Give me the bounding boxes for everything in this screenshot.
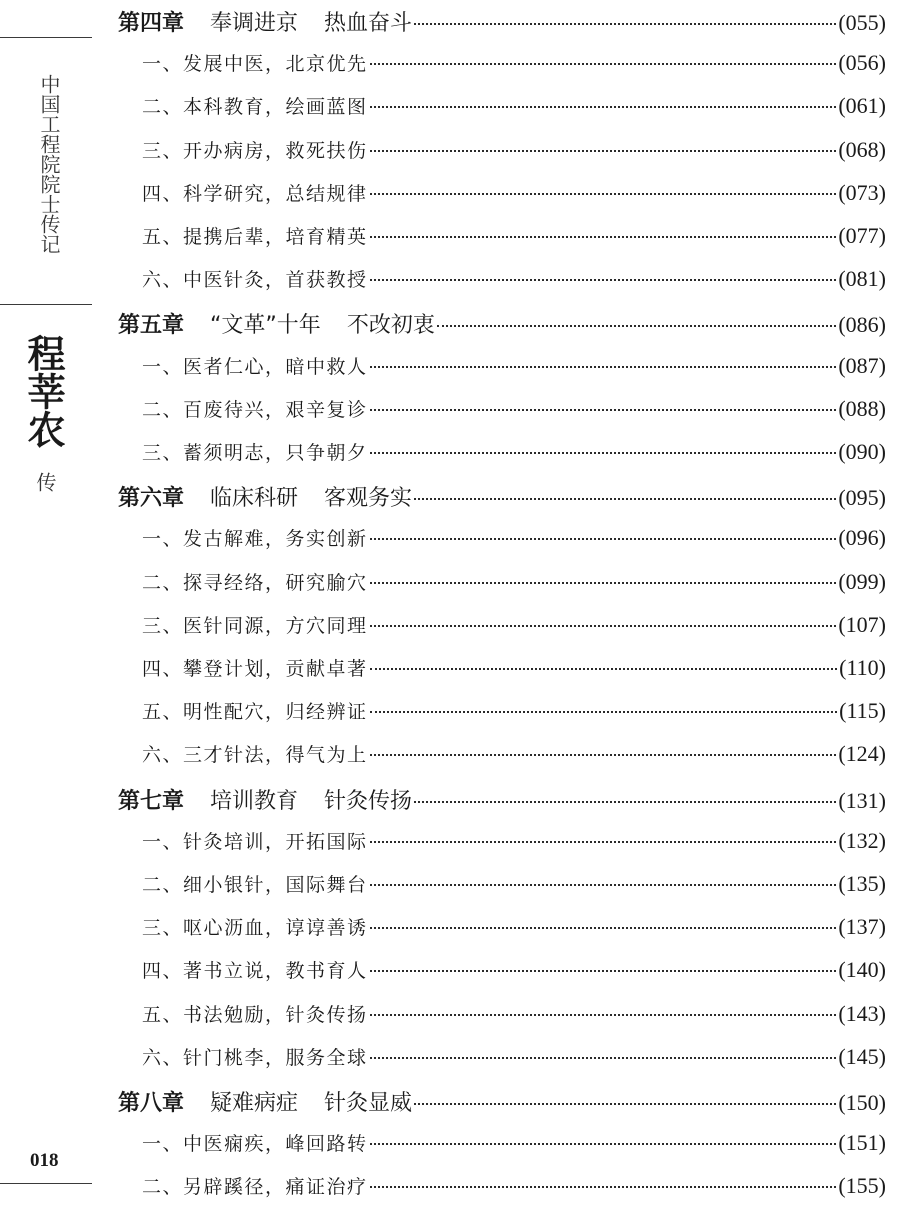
page-ref: (155): [838, 1173, 886, 1199]
chapter-title-part-a: 培训教育: [210, 788, 299, 814]
chapter-number: 第六章: [118, 486, 185, 512]
section-title: 五、明性配穴，归经辨证: [142, 701, 368, 724]
section-title: 二、百废待兴，艰辛复诊: [142, 398, 368, 421]
dot-leader: [370, 970, 837, 972]
chapter-title-part-a: 疑难病症: [210, 1091, 299, 1116]
section-title: 四、科学研究，总结规律: [142, 182, 368, 205]
toc-chapter-row: [118, 1086, 886, 1117]
middle-rule: [0, 304, 92, 305]
section-title: 一、中医痫疾，峰回路转: [142, 1133, 368, 1156]
chapter-number: 第七章: [118, 788, 185, 814]
page-ref: (150): [838, 1090, 886, 1115]
toc-chapter-row: [118, 6, 886, 37]
page-ref: (115): [839, 698, 886, 724]
toc-section-row: [118, 92, 886, 119]
section-title: 六、三才针法，得气为上: [142, 744, 368, 767]
section-title: 三、呕心沥血，谆谆善诱: [142, 917, 368, 940]
chapter-title-part-a: 奉调进京: [210, 11, 299, 36]
section-title: 一、发古解难，务实创新: [142, 528, 368, 551]
table-of-contents: [118, 0, 886, 1213]
toc-chapter-row: [118, 784, 886, 815]
page-ref: (124): [838, 741, 886, 767]
dot-leader: [414, 23, 836, 25]
toc-section-row: [118, 265, 886, 292]
section-title: 二、探寻经络，研究腧穴: [142, 571, 368, 594]
bottom-rule: [0, 1183, 92, 1184]
page-ref: (140): [838, 957, 886, 983]
page-ref: (145): [838, 1043, 886, 1069]
chapter-title-part-a: 临床科研: [210, 486, 299, 512]
page-number: 018: [30, 1150, 59, 1171]
chapter-number: 第五章: [118, 313, 185, 339]
chapter-title: [118, 481, 412, 512]
side-margin: [0, 0, 96, 1213]
section-title: 五、提携后辈，培育精英: [142, 226, 368, 248]
toc-section-row: [118, 870, 886, 897]
dot-leader: [370, 236, 837, 238]
section-title: 一、发展中医，北京优先: [142, 53, 368, 76]
page-ref: (077): [838, 223, 886, 248]
page-ref: (090): [838, 439, 886, 464]
toc-section-row: [118, 611, 886, 638]
toc-section-row: [118, 1043, 886, 1070]
dot-leader: [370, 1014, 837, 1016]
page-ref: (107): [838, 611, 886, 637]
page-ref: (081): [838, 266, 886, 292]
toc-section-row: [118, 827, 886, 854]
dot-leader: [370, 582, 837, 584]
dot-leader: [414, 1103, 836, 1105]
section-title: 四、攀登计划，贡献卓著: [142, 658, 368, 680]
toc-section-row: [118, 740, 886, 767]
section-title: 三、医针同源，方穴同理: [142, 614, 368, 637]
page-ref: (135): [838, 871, 886, 896]
page-ref: (061): [838, 93, 886, 119]
page-ref: (073): [838, 179, 886, 205]
chapter-title-part-b: 针灸显威: [324, 1091, 413, 1116]
toc-section-row: [118, 352, 886, 379]
dot-leader: [370, 711, 838, 713]
dot-leader: [370, 1186, 837, 1188]
toc-section-row: [118, 395, 886, 422]
chapter-title-part-b: 不改初衷: [346, 313, 435, 339]
dot-leader: [370, 841, 837, 843]
chapter-title: [118, 6, 412, 37]
page-ref: (095): [838, 485, 886, 511]
chapter-title-part-b: 热血奋斗: [324, 11, 413, 36]
chapter-number: 第八章: [118, 1091, 185, 1116]
page-ref: (086): [838, 312, 886, 338]
page-ref: (087): [838, 352, 886, 378]
dot-leader: [370, 193, 837, 195]
page-ref: (056): [838, 50, 886, 76]
section-title: 二、细小银针，国际舞台: [142, 874, 368, 896]
page-ref: (110): [839, 655, 886, 680]
toc-chapter-row: [118, 481, 886, 512]
page-ref: (131): [838, 787, 886, 813]
dot-leader: [370, 452, 837, 454]
dot-leader: [370, 1057, 837, 1059]
section-title: 三、开办病房，救死扶伤: [142, 139, 368, 162]
page-ref: (143): [838, 1000, 886, 1026]
toc-section-row: [118, 568, 886, 595]
dot-leader: [370, 1143, 837, 1145]
dot-leader: [370, 63, 837, 65]
section-title: 一、医者仁心，暗中救人: [142, 355, 368, 378]
dot-leader: [370, 106, 837, 108]
chapter-title-part-b: 针灸传扬: [324, 788, 413, 814]
toc-section-row: [118, 913, 886, 940]
dot-leader: [370, 366, 837, 368]
section-title: 二、本科教育，绘画蓝图: [142, 96, 368, 119]
dot-leader: [414, 801, 836, 803]
page-ref: (096): [838, 525, 886, 551]
dot-leader: [370, 754, 837, 756]
section-title: 二、另辟蹊径，痛证治疗: [142, 1176, 368, 1199]
dot-leader: [370, 150, 837, 152]
dot-leader: [370, 884, 837, 886]
chapter-title: [118, 308, 435, 339]
book-title-sub: 传: [33, 472, 57, 492]
toc-section-row: [118, 654, 886, 681]
toc-section-row: [118, 1172, 886, 1199]
toc-chapter-row: [118, 308, 886, 339]
page-ref: (137): [838, 914, 886, 940]
page-ref: (099): [838, 568, 886, 594]
dot-leader: [370, 927, 837, 929]
toc-section-row: [118, 438, 886, 465]
section-title: 五、书法勉励，针灸传扬: [142, 1003, 368, 1026]
toc-section-row: [118, 697, 886, 724]
top-rule: [0, 37, 92, 38]
dot-leader: [370, 538, 837, 540]
section-title: 一、针灸培训，开拓国际: [142, 830, 368, 853]
chapter-title: [118, 784, 412, 815]
toc-section-row: [118, 1129, 886, 1156]
dot-leader: [370, 279, 837, 281]
dot-leader: [370, 668, 838, 670]
toc-section-row: [118, 1000, 886, 1027]
toc-section-row: [118, 524, 886, 551]
page-ref: (068): [838, 136, 886, 162]
dot-leader: [370, 625, 837, 627]
page-ref: (088): [838, 395, 886, 421]
series-title: 中国工程院院士传记: [37, 74, 61, 254]
dot-leader: [370, 409, 837, 411]
section-title: 四、著书立说，教书育人: [142, 960, 368, 983]
page-ref: (151): [838, 1130, 886, 1156]
chapter-title: [118, 1086, 412, 1117]
section-title: 六、中医针灸，首获教授: [142, 269, 368, 292]
toc-section-row: [118, 179, 886, 206]
section-title: 六、针门桃李，服务全球: [142, 1046, 368, 1069]
book-title: 程莘农: [21, 334, 66, 448]
toc-section-row: [118, 956, 886, 983]
toc-section-row: [118, 222, 886, 249]
chapter-number: 第四章: [118, 11, 185, 36]
dot-leader: [414, 498, 836, 500]
toc-section-row: [118, 49, 886, 76]
page-ref: (132): [838, 827, 886, 853]
chapter-title-part-a: “文革”十年: [210, 313, 321, 339]
dot-leader: [437, 325, 837, 327]
toc-section-row: [118, 136, 886, 163]
page-ref: (055): [838, 10, 886, 35]
chapter-title-part-b: 客观务实: [324, 486, 413, 512]
section-title: 三、蓄须明志，只争朝夕: [142, 442, 368, 464]
